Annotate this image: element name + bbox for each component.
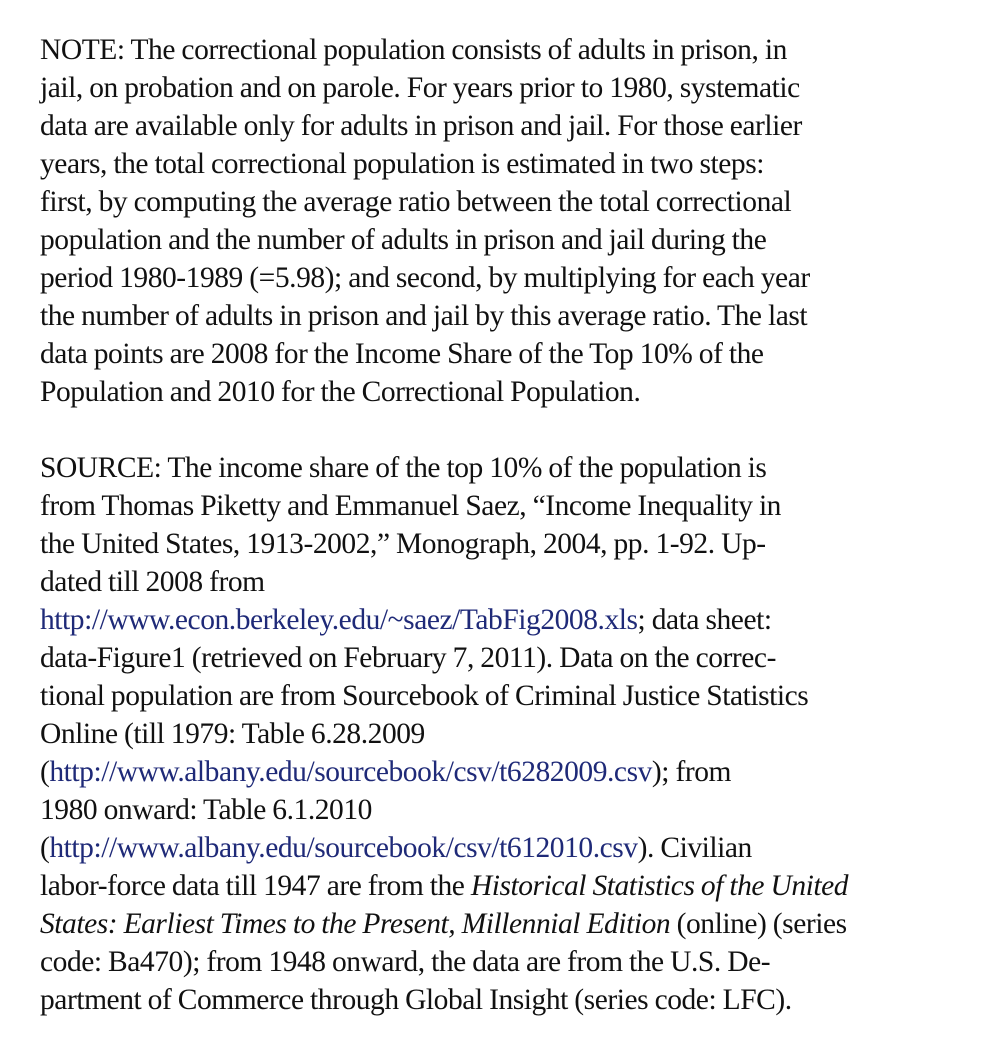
source-line <box>40 867 970 905</box>
source-line: Online (till 1979: Table 6.28.2009 <box>40 718 425 750</box>
sourcebook-table-6-1-link[interactable]: http://www.albany.edu/sourcebook/csv/t612010.csv <box>49 832 638 864</box>
source-line: 1980 onward: Table 6.1.2010 <box>40 794 372 826</box>
source-line <box>40 905 970 943</box>
note-line: first, by computing the average ratio between the total correctional <box>40 186 792 218</box>
source-text: ( <box>40 832 50 864</box>
note-line: Population and 2010 for the Correctional Population. <box>40 376 641 408</box>
source-line <box>40 753 970 791</box>
note-line: years, the total correctional population is estimated in two steps: <box>40 148 764 180</box>
book-title-italic: Historical Statistics of the United <box>470 870 849 902</box>
source-paragraph <box>40 449 970 1019</box>
source-text: (online) (series <box>670 908 847 940</box>
berkeley-data-link[interactable]: http://www.econ.berkeley.edu/~saez/TabFig2008.xls <box>40 604 638 636</box>
source-line: SOURCE: The income share of the top 10% of the population is <box>40 452 767 484</box>
source-line <box>40 601 970 639</box>
source-text: ; data sheet: <box>637 604 772 636</box>
source-line <box>40 829 970 867</box>
note-paragraph <box>40 31 970 411</box>
note-line: NOTE: The correctional population consists of adults in prison, in <box>40 34 787 66</box>
note-line: data points are 2008 for the Income Share of the Top 10% of the <box>40 338 764 370</box>
source-line: from Thomas Piketty and Emmanuel Saez, “Income Inequality in <box>40 490 781 522</box>
paragraph-gap <box>40 411 970 449</box>
source-text: ( <box>40 756 50 788</box>
source-text: ). Civilian <box>637 832 752 864</box>
source-line: tional population are from Sourcebook of Criminal Justice Statistics <box>40 680 809 712</box>
source-line: dated till 2008 from <box>40 566 265 598</box>
source-line: partment of Commerce through Global Insight (series code: LFC). <box>40 984 792 1016</box>
source-line: code: Ba470); from 1948 onward, the data are from the U.S. De- <box>40 946 771 978</box>
note-line: period 1980-1989 (=5.98); and second, by multiplying for each year <box>40 262 810 294</box>
source-text: ); from <box>651 756 732 788</box>
source-line: the United States, 1913-2002,” Monograph, 2004, pp. 1-92. Up- <box>40 528 766 560</box>
note-line: population and the number of adults in prison and jail during the <box>40 224 767 256</box>
note-line: the number of adults in prison and jail by this average ratio. The last <box>40 300 808 332</box>
book-title-italic: States: Earliest Times to the Present, Millennial Edition <box>40 908 671 940</box>
source-line: data-Figure1 (retrieved on February 7, 2011). Data on the correc- <box>40 642 776 674</box>
note-line: jail, on probation and on parole. For years prior to 1980, systematic <box>40 72 800 104</box>
note-line: data are available only for adults in prison and jail. For those earlier <box>40 110 802 142</box>
document-body <box>40 31 970 1019</box>
source-text: labor-force data till 1947 are from the <box>40 870 471 902</box>
sourcebook-table-6-28-link[interactable]: http://www.albany.edu/sourcebook/csv/t6282009.csv <box>49 756 652 788</box>
